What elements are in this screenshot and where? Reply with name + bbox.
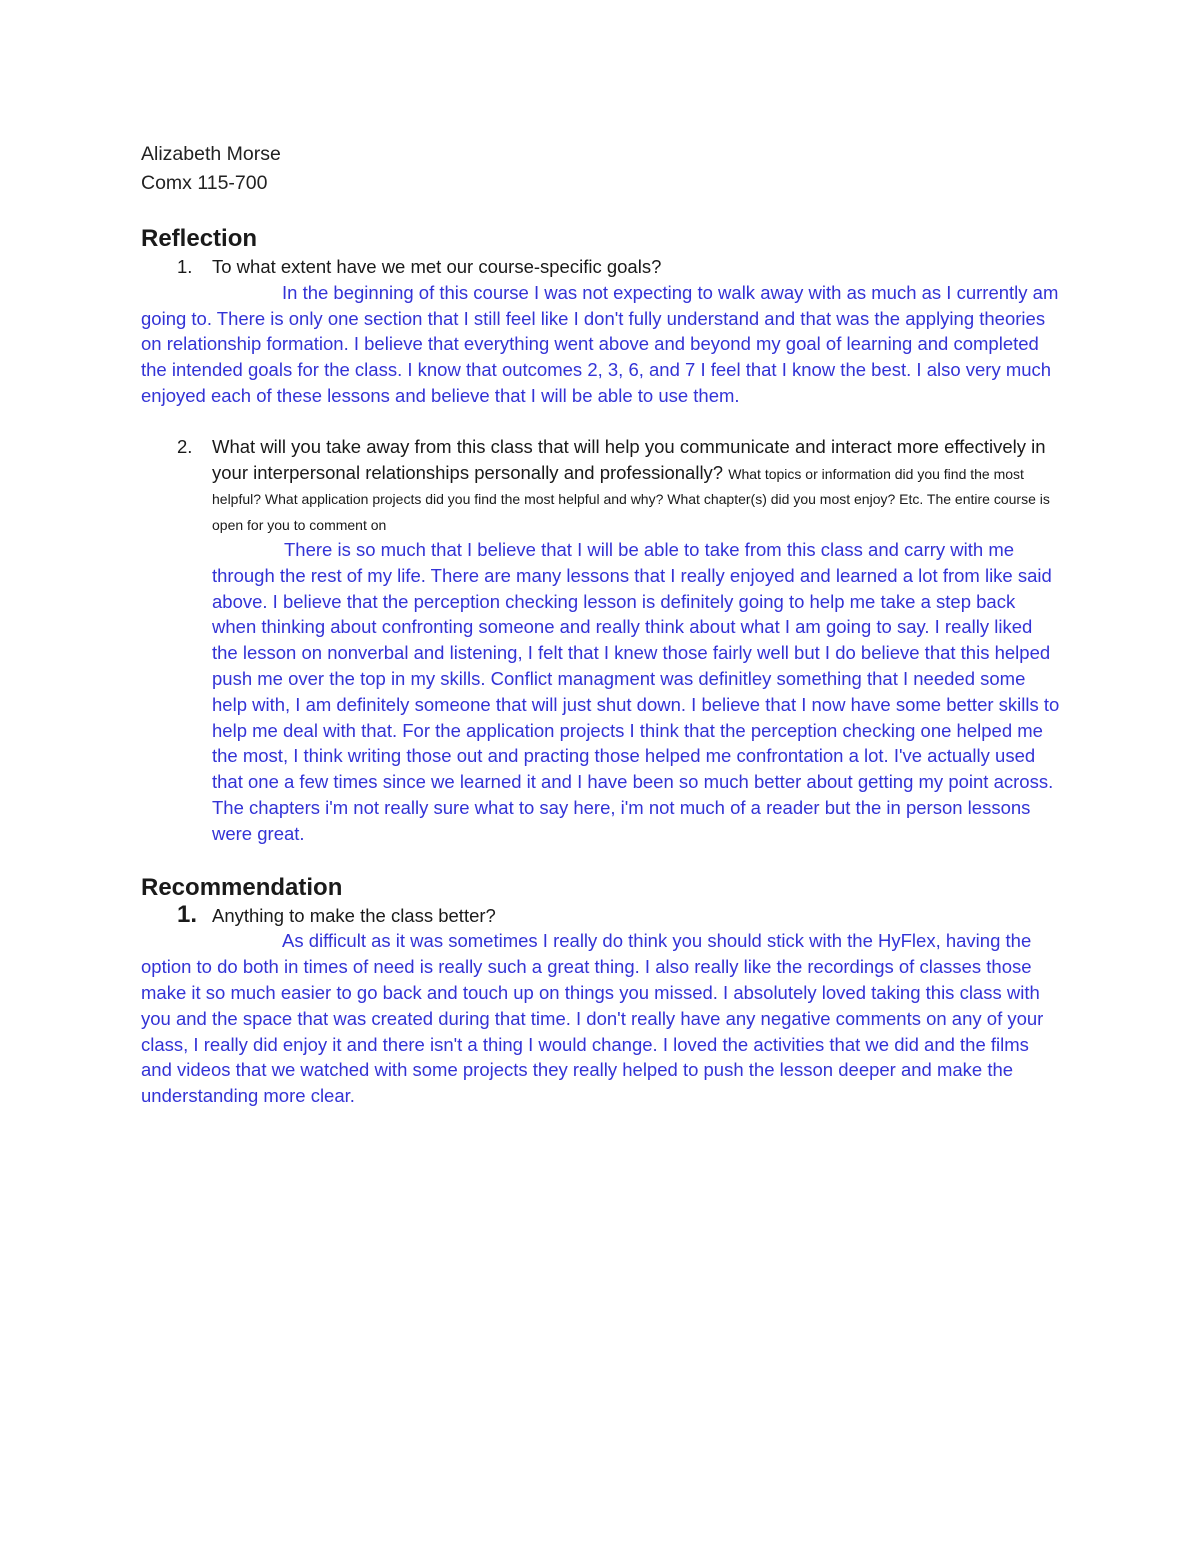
reflection-heading: Reflection	[141, 225, 258, 252]
recommendation-question-1	[141, 900, 1061, 929]
question-number: 1.	[177, 256, 193, 277]
author-name: Alizabeth Morse	[141, 143, 281, 165]
reflection-question-2	[141, 434, 1061, 537]
question-number: 1.	[177, 900, 198, 928]
reflection-answer-1: In the beginning of this course I was not expecting to walk away with as much as I currently am going to. There is only one section that I still feel like I don't fully understand and that was the applying theories on relationship formation. I believe that everything went above and beyond my goal of learning and completed the intended goals for the class. I know that outcomes 2, 3, 6, and 7 I feel that I know the best. I also very much enjoyed each of these lessons and believe that I will be able to use them.	[141, 281, 1059, 406]
question-text: Anything to make the class better?	[212, 904, 496, 926]
recommendation-answer-1: As difficult as it was sometimes I really do think you should stick with the HyFlex, having the option to do both in times of need is really such a great thing. I also really like the recordings of classes those make it so much easier to go back and touch up on things you missed. I absolutely loved taking this class with you and the space that was created during that time. I don't really have any negative comments on any of your class, I really did enjoy it and there isn't a thing I would change. I loved the activities that we did and the films and videos that we watched with some projects they really helped to push the lesson deeper and make the understanding more clear.	[141, 930, 1044, 1107]
document-page	[141, 140, 1061, 1109]
question-number: 2.	[177, 435, 193, 457]
course-code: Comx 115-700	[141, 172, 268, 194]
question-subtext: What topics or information did you find the most helpful? What application projects did you find the most helpful and why? What chapter(s) did you most enjoy? Etc. The entire course is open for you to comment on	[212, 465, 1050, 534]
question-text: What will you take away from this class that will help you communicate and interact more effectively in your interpersonal relationships personally and professionally?	[212, 435, 1046, 483]
recommendation-heading: Recommendation	[141, 873, 343, 901]
spacer	[141, 409, 1061, 434]
question-text: To what extent have we met our course-specific goals?	[212, 256, 662, 277]
reflection-answer-2: There is so much that I believe that I will be able to take from this class and carry with me through the rest of my life. There are many lessons that I really enjoyed and learned a lot from like said above. I believe that the perception checking lesson is definitely going to help me take a step back when thinking about confronting someone and really think about what I am going to say. I really liked the lesson on nonverbal and listening, I felt that I knew those fairly well but I do believe that this helped push me over the top in my skills. Conflict managment was definitley something that I needed some help with, I am definitely someone that will just shut down. I believe that I now have some better skills to help me deal with that. For the application projects I think that the perception checking one helped me the most, I think writing those out and practing those helped me confrontation a lot. I've actually used that one a few times since we learned it and I have been so much better about getting my point across. The chapters i'm not really sure what to say here, i'm not much of a reader but the in person lessons were great.	[212, 538, 1060, 844]
reflection-question-1	[141, 254, 1061, 280]
